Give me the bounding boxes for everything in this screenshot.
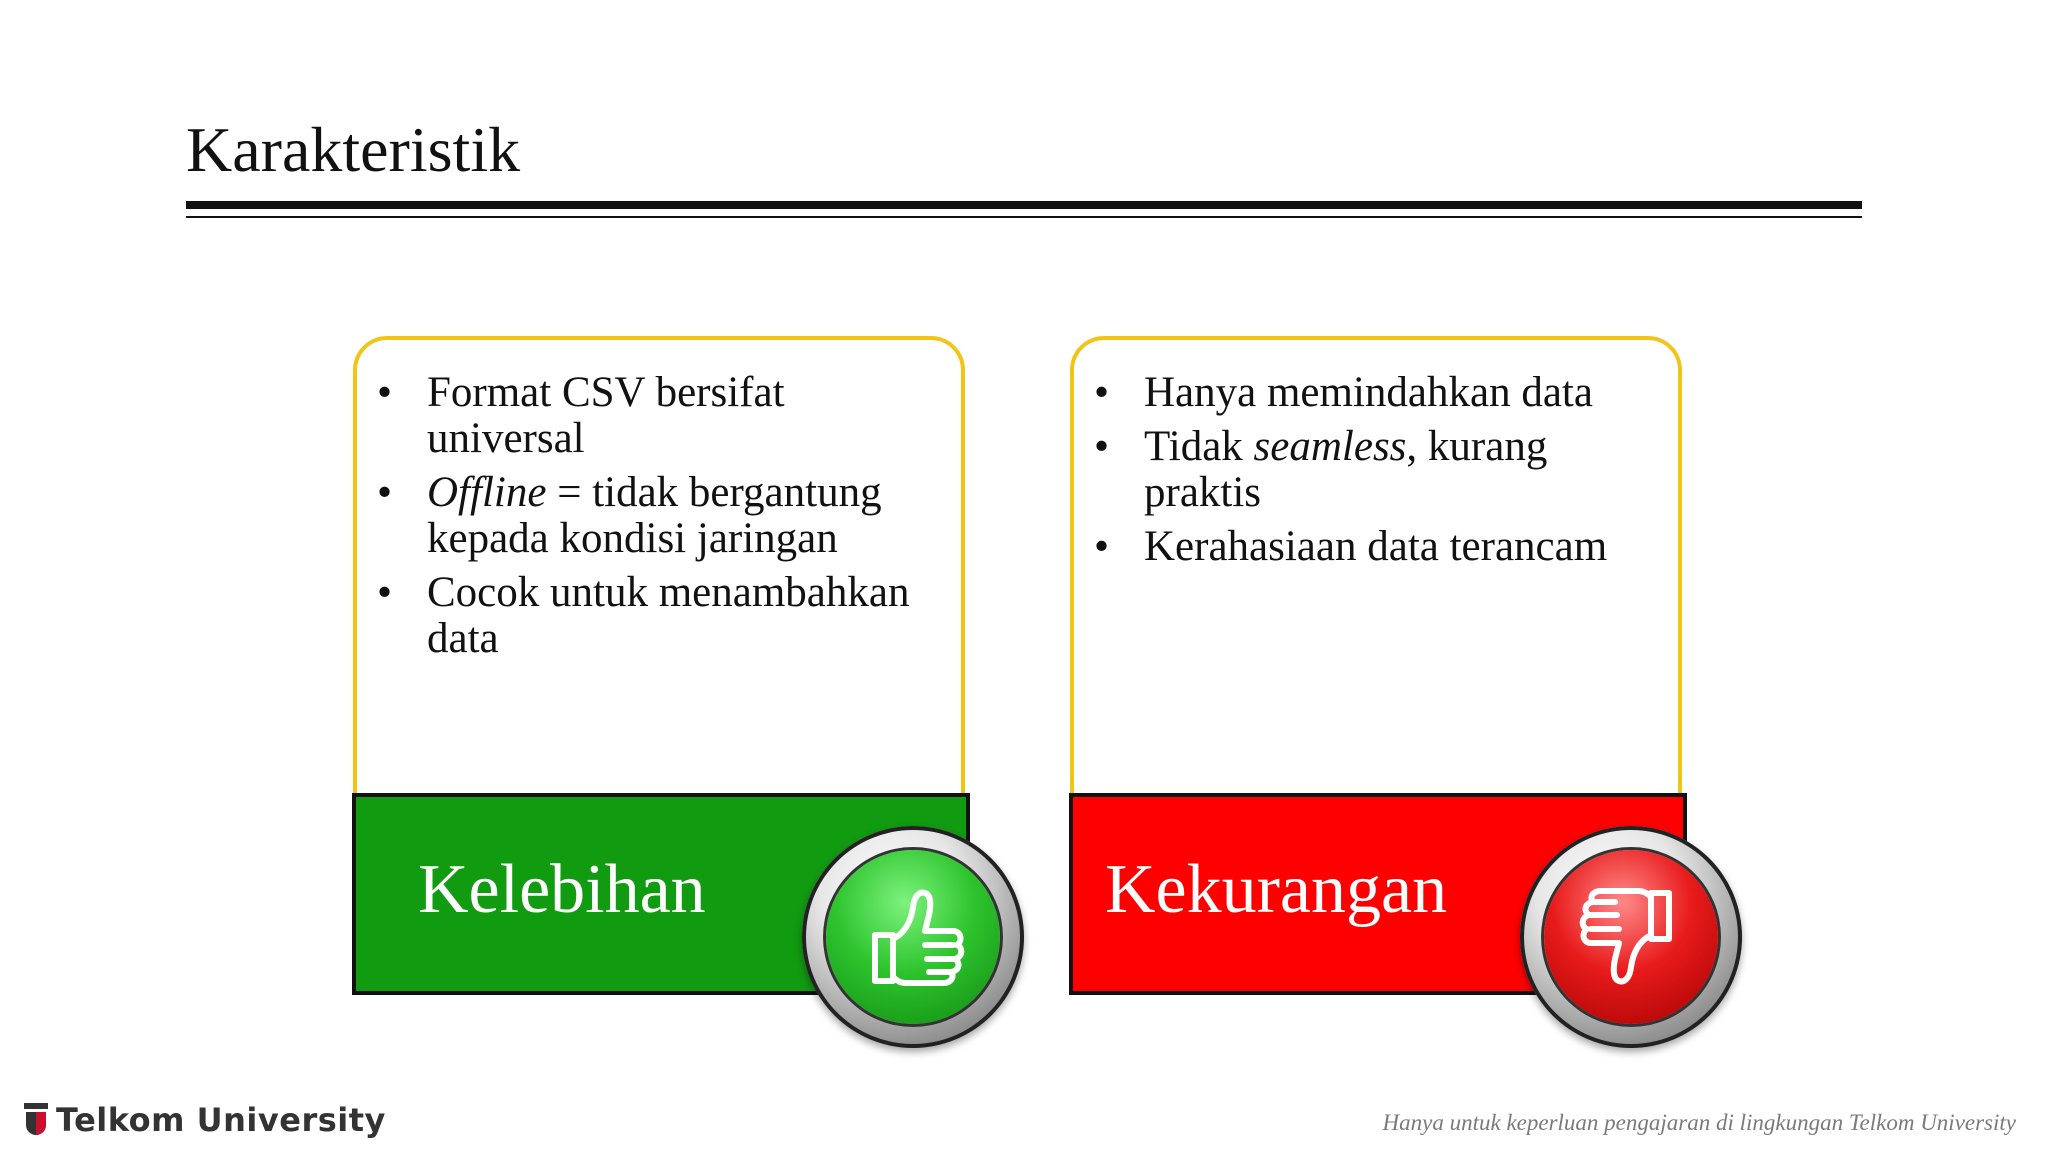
list-item: • Format CSV bersifat universal: [375, 370, 941, 462]
disadvantages-label: Kekurangan: [1105, 851, 1448, 928]
list-item: • Hanya memindahkan data: [1092, 370, 1658, 416]
list-item: • Cocok untuk menambahkan data: [375, 570, 941, 662]
list-item: • Tidak seamless, kurang praktis: [1092, 424, 1658, 516]
thumbs-down-badge: [1520, 826, 1742, 1048]
thumbs-up-badge: [802, 826, 1024, 1048]
telkom-university-logo: [24, 1100, 386, 1140]
title-rule-thick: [186, 201, 1862, 209]
disadvantages-card: [1070, 336, 1682, 806]
thumbs-down-icon: [1571, 877, 1691, 997]
advantages-list: [375, 370, 941, 670]
slide-title: Karakteristik: [186, 114, 521, 185]
title-rule-thin: [186, 216, 1862, 218]
thumbs-up-icon: [853, 877, 973, 997]
telkom-logo-mark-icon: [24, 1103, 48, 1137]
disadvantages-list: [1092, 370, 1658, 578]
footer-note: Hanya untuk keperluan pengajaran di lingkungan Telkom University: [1382, 1110, 2016, 1135]
list-item: • Offline = tidak bergantung kepada kondisi jaringan: [375, 470, 941, 562]
advantages-label: Kelebihan: [418, 851, 706, 928]
advantages-card: [353, 336, 965, 806]
list-item: • Kerahasiaan data terancam: [1092, 524, 1658, 570]
logo-text: Telkom University: [56, 1101, 386, 1139]
